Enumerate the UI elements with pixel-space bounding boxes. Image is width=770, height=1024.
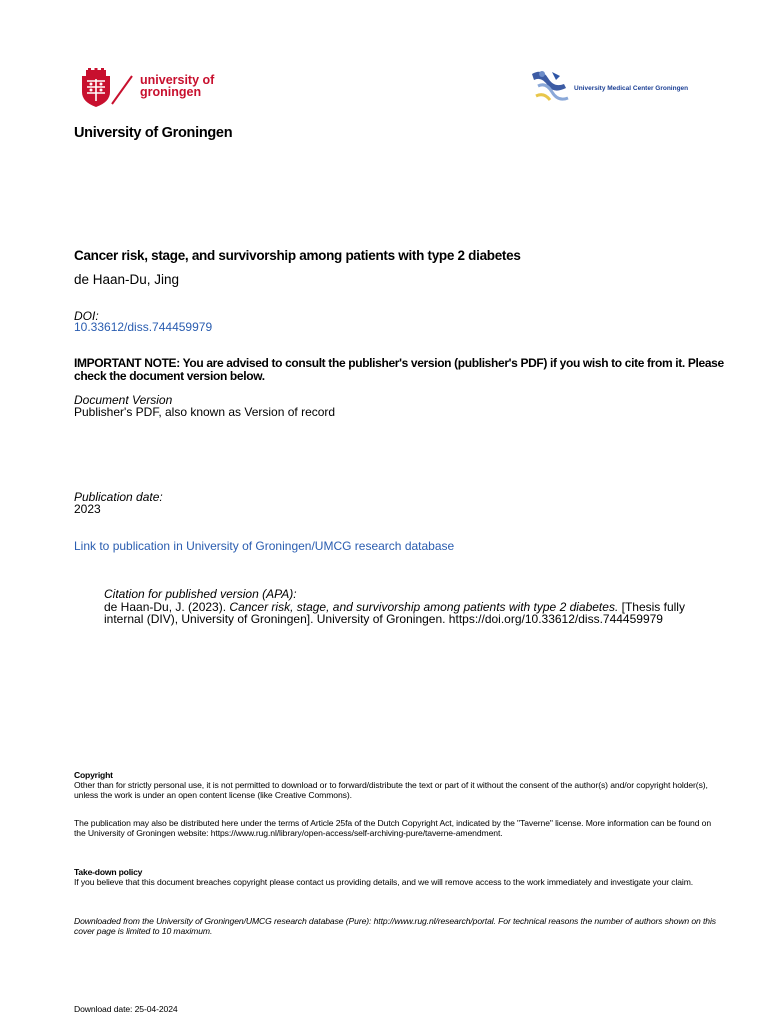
rug-logo-line2: groningen xyxy=(140,85,202,99)
downloaded-from-text: Downloaded from the University of Groningen/UMCG research database (Pure): http://www.rug.nl/research/portal. For technical reasons the number of authors shown on this cover page is limited to 10 maximum. xyxy=(74,916,716,936)
doi-label: DOI: xyxy=(74,309,99,323)
institution-heading: University of Groningen xyxy=(74,125,233,141)
taverne-text: The publication may also be distributed here under the terms of Article 25fa of the Dutch Copyright Act, indicated by the "Taverne" license. More information can be found on the University of Groningen website: https://www.rug.nl/library/open-access/self-archiving-pure/taverne-amendment. xyxy=(74,818,712,838)
rug-logo-line1: university of xyxy=(140,73,215,87)
rug-crest-icon xyxy=(78,68,114,108)
university-of-groningen-logo xyxy=(78,68,228,108)
rug-logo-text xyxy=(140,74,214,98)
important-note: IMPORTANT NOTE: You are advised to consult the publisher's version (publisher's PDF) if you wish to cite from it. Please check the document version below. xyxy=(74,356,724,383)
citation-authors: de Haan-Du, J. (2023). xyxy=(104,599,230,614)
citation-rest: [Thesis fully internal (DIV), University of Groningen]. University of Groningen. https://doi.org/10.33612/diss.744459979 xyxy=(104,599,685,626)
umcg-logo xyxy=(528,66,708,110)
document-version-label: Document Version xyxy=(74,393,173,407)
doi-link[interactable]: 10.33612/diss.744459979 xyxy=(74,320,213,334)
divider-slash-icon xyxy=(110,74,134,106)
citation-title: Cancer risk, stage, and survivorship among patients with type 2 diabetes. xyxy=(229,599,619,614)
publication-link[interactable]: Link to publication in University of Groningen/UMCG research database xyxy=(74,539,455,553)
publication-date-label: Publication date: xyxy=(74,490,163,504)
copyright-heading: Copyright xyxy=(74,770,113,780)
citation-block xyxy=(104,588,724,626)
document-author: de Haan-Du, Jing xyxy=(74,272,180,287)
takedown-heading: Take-down policy xyxy=(74,867,143,877)
umcg-emblem-icon xyxy=(528,66,572,110)
document-version-value: Publisher's PDF, also known as Version of record xyxy=(74,405,336,419)
document-title: Cancer risk, stage, and survivorship among patients with type 2 diabetes xyxy=(74,248,521,263)
citation-label: Citation for published version (APA): xyxy=(104,587,297,601)
copyright-text: Other than for strictly personal use, it is not permitted to download or to forward/distribute the text or part of it without the consent of the author(s) and/or copyright holder(s), unless the work is under an open content license (like Creative Commons). xyxy=(74,780,708,800)
citation-text xyxy=(104,601,724,626)
publication-date-value: 2023 xyxy=(74,502,101,516)
download-date: Download date: 25-04-2024 xyxy=(74,1004,178,1014)
umcg-logo-text: University Medical Center Groningen xyxy=(574,85,689,92)
takedown-text: If you believe that this document breaches copyright please contact us providing details, and we will remove access to the work immediately and investigate your claim. xyxy=(74,877,694,887)
